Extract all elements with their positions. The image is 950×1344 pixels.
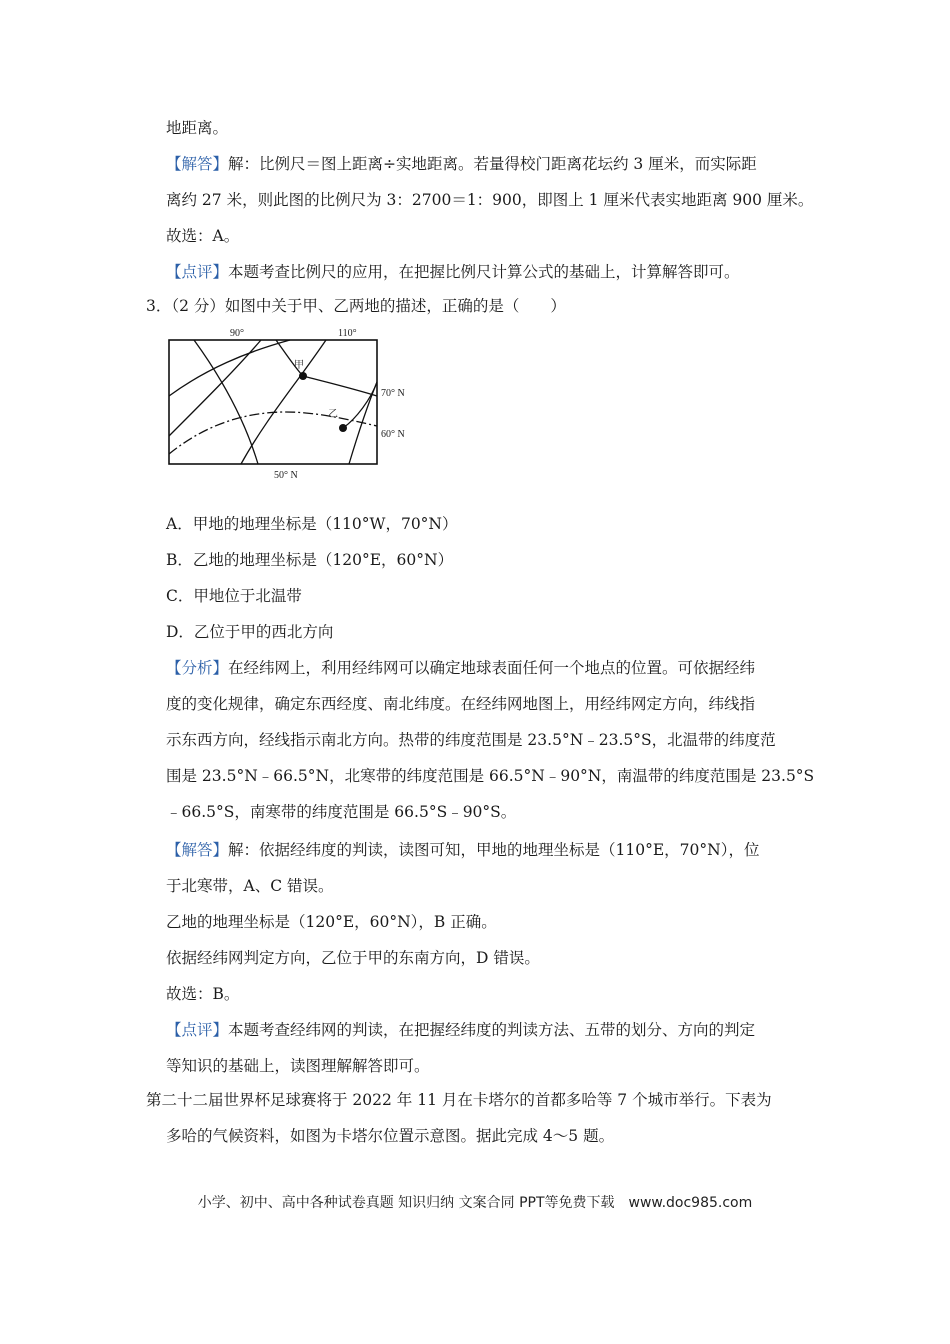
answer-line: 乙地的地理坐标是（120°E，60°N），B 正确。 (166, 913, 497, 931)
answer-line (166, 154, 757, 174)
option-d: D．乙位于甲的西北方向 (166, 623, 334, 641)
graticule-map (166, 324, 426, 486)
meridian-line (169, 340, 290, 396)
analysis-line (166, 658, 755, 678)
answer-line (166, 840, 759, 860)
answer-line: 于北寒带，A、C 错误。 (166, 877, 334, 895)
analysis-line: ﹣66.5°S，南寒带的纬度范围是 66.5°S﹣90°S。 (166, 803, 517, 821)
question-3: 3．（2 分）如图中关于甲、乙两地的描述，正确的是（ ） (146, 297, 566, 315)
point-yi-label: 乙 (328, 409, 338, 420)
meridian-line (343, 382, 377, 428)
comment-line (166, 262, 740, 282)
analysis-line: 围是 23.5°N﹣66.5°N，北寒带的纬度范围是 66.5°N﹣90°N，南温带的纬度范围是 23.5°S (166, 767, 815, 785)
answer-line: 依据经纬网判定方向，乙位于甲的东南方向，D 错误。 (166, 949, 540, 967)
point-jia-label: 甲 (294, 360, 304, 371)
lat-50-label: 50° N (274, 470, 298, 481)
parallel-60 (169, 412, 377, 454)
lon-90-label: 90° (230, 328, 244, 339)
comment-tag: 【点评】 (166, 1021, 229, 1039)
lat-60-label: 60° N (381, 429, 405, 440)
answer-text: 解：依据经纬度的判读，读图可知，甲地的地理坐标是（110°E，70°N），位 (228, 841, 760, 859)
answer-line: 故选：B。 (166, 985, 240, 1003)
lon-110-label: 110° (338, 328, 357, 339)
comment-line: 等知识的基础上，读图理解解答即可。 (166, 1057, 430, 1075)
analysis-line: 示东西方向，经线指示南北方向。热带的纬度范围是 23.5°N﹣23.5°S，北温带的纬度范 (166, 731, 776, 749)
point-jia-marker (299, 372, 307, 380)
intro-line: 第二十二届世界杯足球赛将于 2022 年 11 月在卡塔尔的首都多哈等 7 个城市举行。下表为 (146, 1091, 772, 1109)
option-b: B．乙地的地理坐标是（120°E，60°N） (166, 551, 454, 569)
text-line: 故选：A。 (166, 227, 240, 245)
answer-text: 解：比例尺＝图上距离÷实地距离。若量得校门距离花坛约 3 厘米，而实际距 (228, 155, 757, 173)
meridian-line (241, 340, 326, 464)
analysis-text: 在经纬网上，利用经纬网可以确定地球表面任何一个地点的位置。可依据经纬 (228, 659, 756, 677)
comment-line (166, 1020, 755, 1040)
text-line: 离约 27 米，则此图的比例尺为 3：2700＝1：900，即图上 1 厘米代表实地距离 900 厘米。 (166, 191, 814, 209)
option-a: A．甲地的地理坐标是（110°W，70°N） (166, 515, 458, 533)
analysis-line: 度的变化规律，确定东西经度、南北纬度。在经纬网地图上，用经纬网定方向，纬线指 (166, 695, 756, 713)
answer-tag: 【解答】 (166, 841, 229, 859)
analysis-tag: 【分析】 (166, 659, 229, 677)
answer-tag: 【解答】 (166, 155, 229, 173)
comment-text: 本题考查经纬网的判读，在把握经纬度的判读方法、五带的划分、方向的判定 (228, 1021, 756, 1039)
comment-text: 本题考查比例尺的应用，在把握比例尺计算公式的基础上，计算解答即可。 (228, 263, 740, 281)
lat-70-label: 70° N (381, 388, 405, 399)
text-line: 地距离。 (166, 119, 229, 137)
option-c: C．甲地位于北温带 (166, 587, 302, 605)
point-yi-marker (339, 424, 347, 432)
page-footer: 小学、初中、高中各种试卷真题 知识归纳 文案合同 PPT等免费下载 www.doc985.com (197, 1195, 753, 1211)
intro-line: 多哈的气候资料，如图为卡塔尔位置示意图。据此完成 4～5 题。 (166, 1127, 615, 1145)
map-frame (169, 340, 377, 464)
comment-tag: 【点评】 (166, 263, 229, 281)
